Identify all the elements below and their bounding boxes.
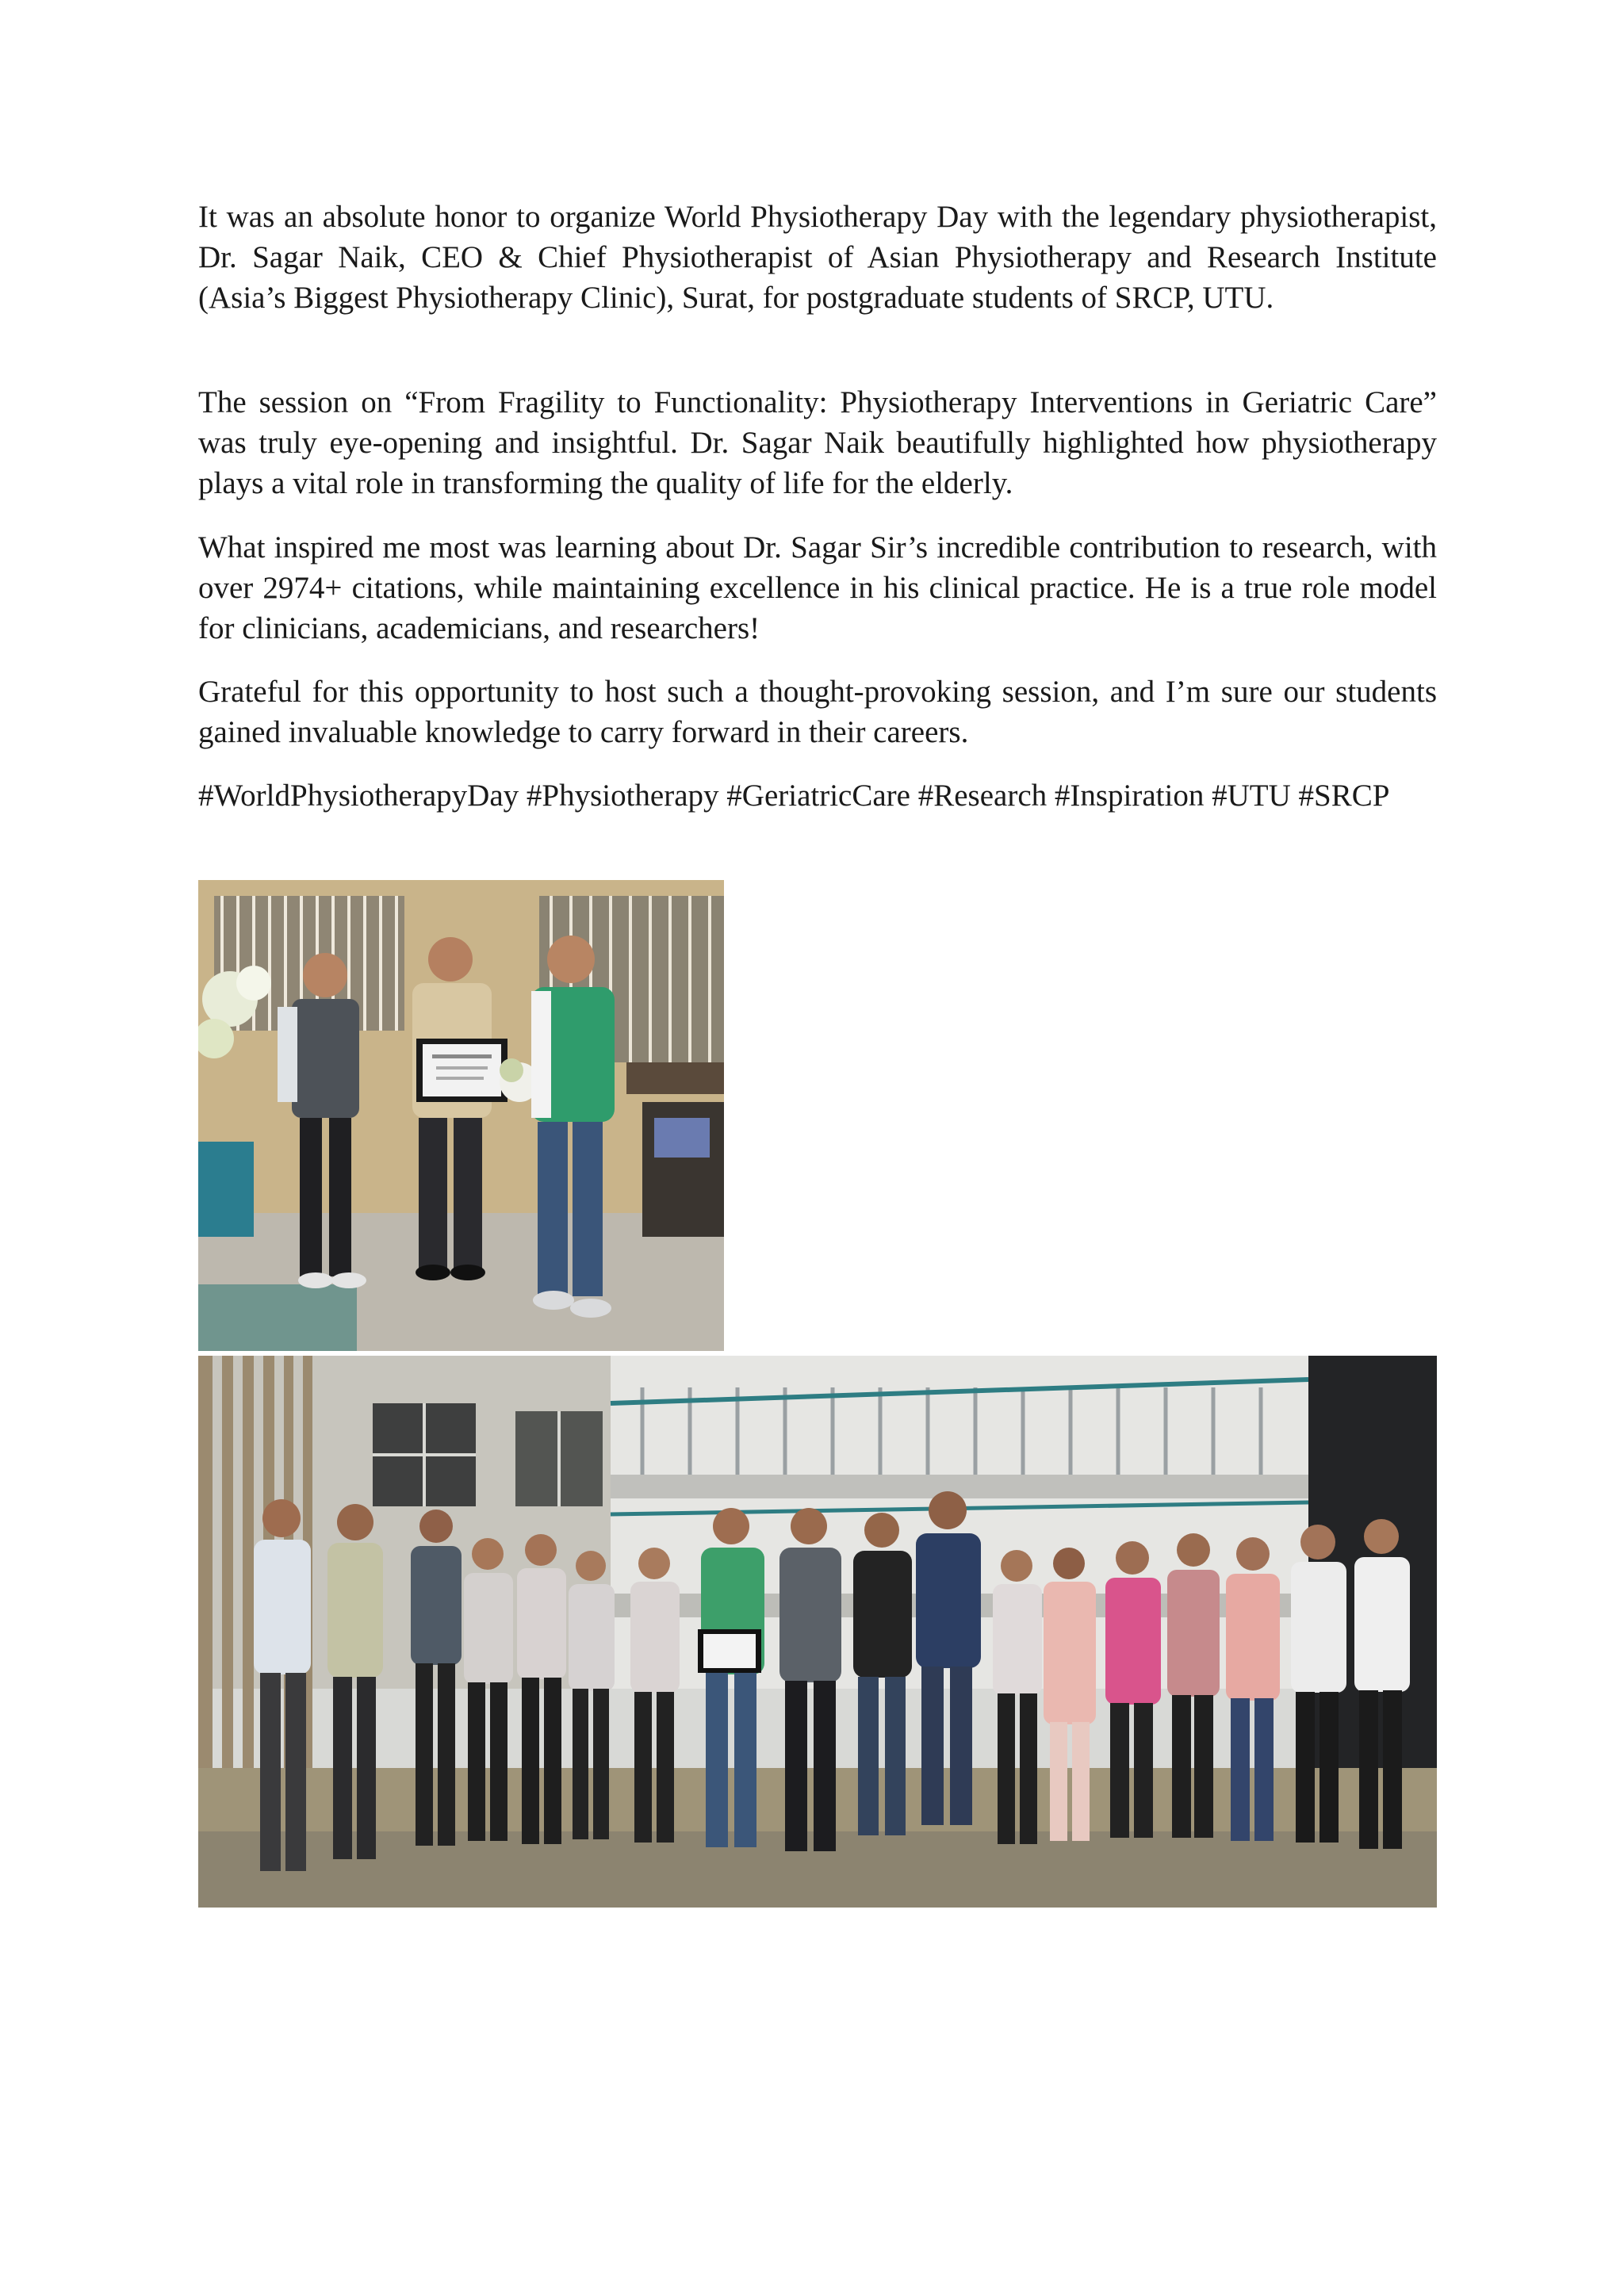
- paragraph-session: The session on “From Fragility to Functionality: Physiotherapy Interventions in Geriatric Care” was truly eye-opening and insightful. Dr. Sagar Naik beautifully highlighted how physiotherapy plays a vital role in transforming the quality of life for the elderly.: [198, 385, 1437, 500]
- paragraph-intro: It was an absolute honor to organize World Physiotherapy Day with the legendary physiotherapist, Dr. Sagar Naik, CEO & Chief Physiotherapist of Asian Physiotherapy and Research Institute (Asia’s Biggest Physiotherapy Clinic), Surat, for postgraduate students of SRCP, UTU.: [198, 200, 1437, 315]
- group-photo: [198, 1356, 1437, 1908]
- paragraph-gratitude: Grateful for this opportunity to host such a thought-provoking session, and I’m sure our students gained invaluable knowledge to carry forward in their careers.: [198, 675, 1437, 749]
- paragraph-hashtags: #WorldPhysiotherapyDay #Physiotherapy #GeriatricCare #Research #Inspiration #UTU #SRCP: [198, 779, 1390, 813]
- paragraph-inspiration: What inspired me most was learning about Dr. Sagar Sir’s incredible contribution to research, with over 2974+ citations, while maintaining excellence in his clinical practice. He is a true role model for clinicians, academicians, and researchers!: [198, 530, 1437, 645]
- award-presentation-photo: [198, 880, 724, 1351]
